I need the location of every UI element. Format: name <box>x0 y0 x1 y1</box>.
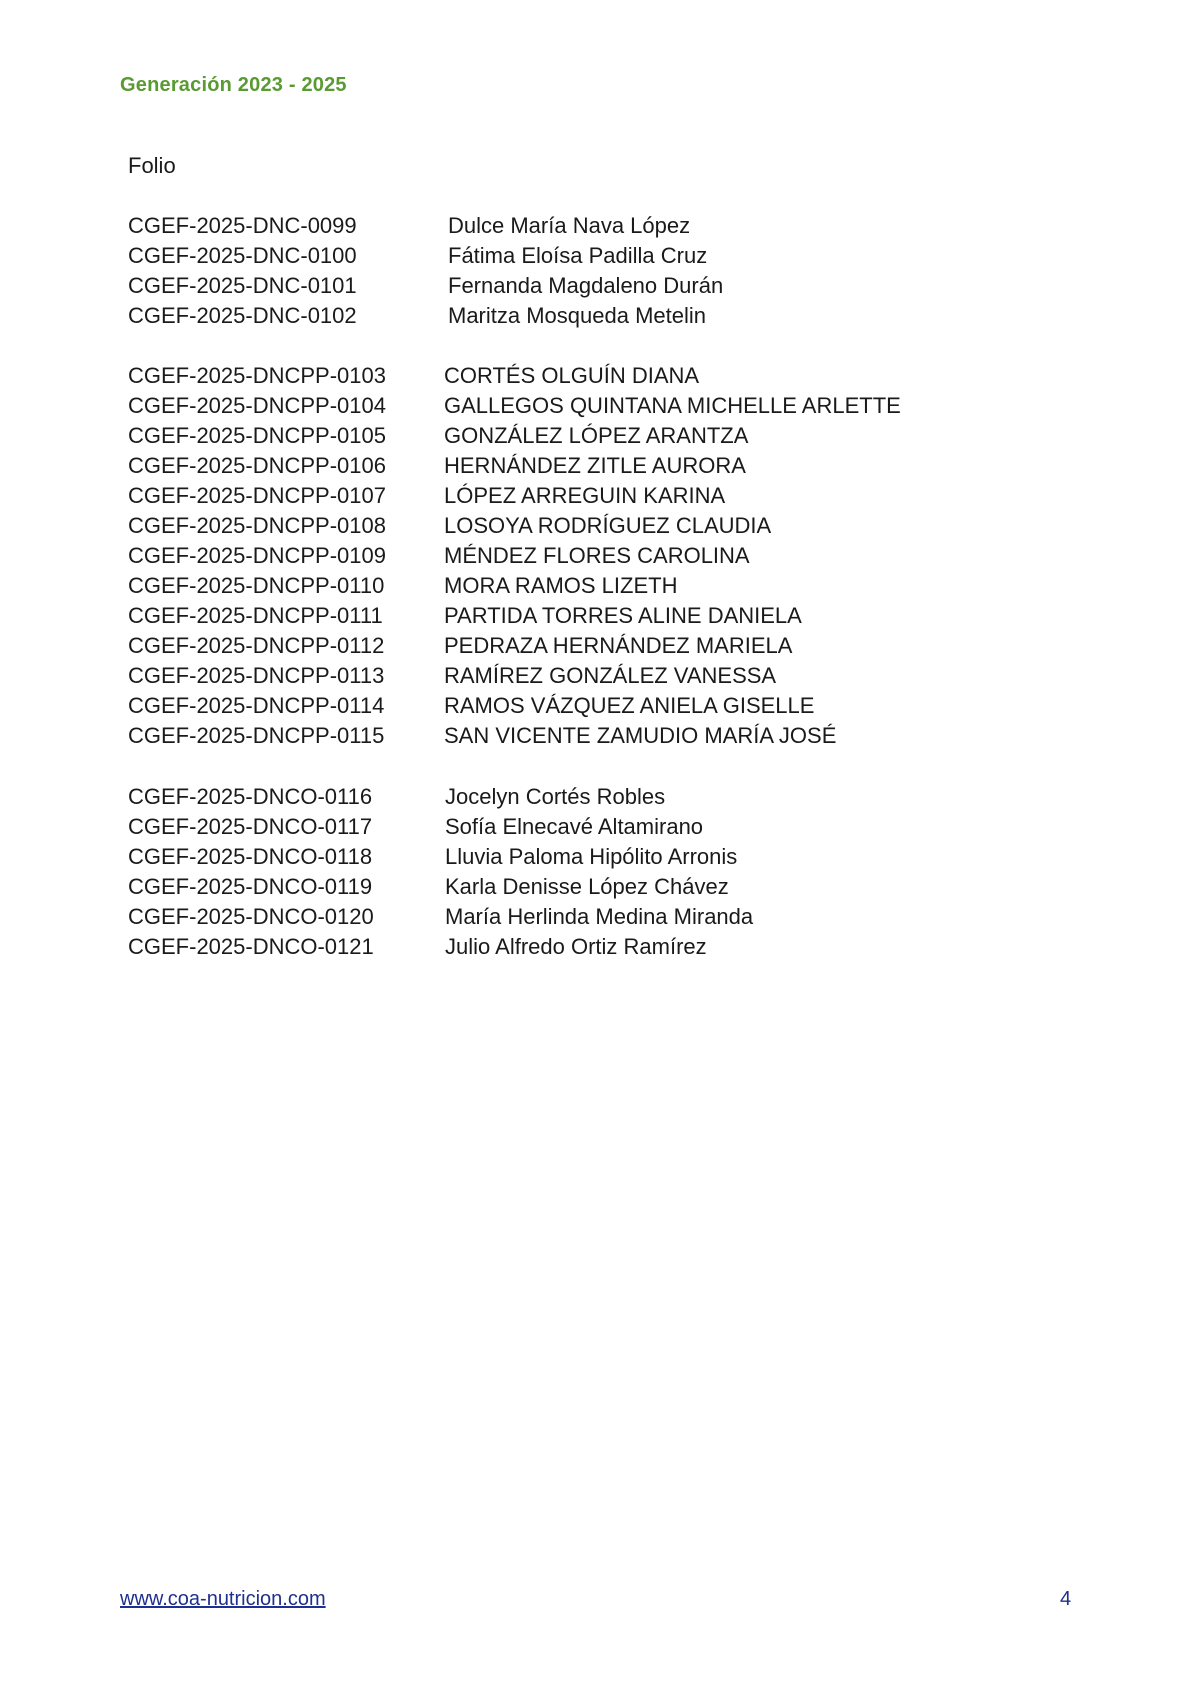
student-name: GALLEGOS QUINTANA MICHELLE ARLETTE <box>444 393 901 418</box>
student-name: MÉNDEZ FLORES CAROLINA <box>444 543 750 568</box>
folio-row <box>128 301 707 331</box>
student-name: PEDRAZA HERNÁNDEZ MARIELA <box>444 633 793 658</box>
folio-row <box>128 421 749 451</box>
student-name: Maritza Mosqueda Metelin <box>448 303 707 328</box>
folio-row <box>128 872 729 902</box>
folio-row <box>128 721 837 751</box>
folio-row <box>128 631 793 661</box>
student-name: MORA RAMOS LIZETH <box>444 573 678 598</box>
folio-code: CGEF-2025-DNCPP-0112 <box>128 633 385 658</box>
folio-code: CGEF-2025-DNCPP-0107 <box>128 483 386 508</box>
student-name: Sofía Elnecavé Altamirano <box>445 814 704 839</box>
folio-code: CGEF-2025-DNCPP-0111 <box>128 603 383 628</box>
folio-code: CGEF-2025-DNCO-0120 <box>128 904 374 929</box>
folio-code: CGEF-2025-DNCPP-0103 <box>128 363 386 388</box>
folio-code: CGEF-2025-DNC-0100 <box>128 243 357 268</box>
folio-row <box>128 812 704 842</box>
folio-code: CGEF-2025-DNCPP-0108 <box>128 513 386 538</box>
folio-row <box>128 361 700 391</box>
folio-code: CGEF-2025-DNCPP-0104 <box>128 393 386 418</box>
student-name: Jocelyn Cortés Robles <box>445 784 666 809</box>
folio-row <box>128 842 738 872</box>
student-name: CORTÉS OLGUÍN DIANA <box>444 363 700 388</box>
student-name: GONZÁLEZ LÓPEZ ARANTZA <box>444 423 749 448</box>
folio-row <box>128 932 707 962</box>
folio-row <box>128 541 750 571</box>
folio-code: CGEF-2025-DNCPP-0115 <box>128 723 385 748</box>
folio-row <box>128 902 754 932</box>
folio-code: CGEF-2025-DNCO-0117 <box>128 814 373 839</box>
folio-group-dnco <box>128 782 754 962</box>
folio-row <box>128 451 746 481</box>
footer-website-link[interactable]: www.coa-nutricion.com <box>120 1588 326 1610</box>
page-number: 4 <box>1060 1588 1072 1610</box>
student-name: Karla Denisse López Chávez <box>445 874 729 899</box>
student-name: Fátima Eloísa Padilla Cruz <box>448 243 708 268</box>
folio-code: CGEF-2025-DNCPP-0105 <box>128 423 386 448</box>
folio-group-dncpp <box>128 361 901 751</box>
folio-row <box>128 601 802 631</box>
student-name: RAMÍREZ GONZÁLEZ VANESSA <box>444 663 777 688</box>
folio-code: CGEF-2025-DNCO-0116 <box>128 784 373 809</box>
folio-code: CGEF-2025-DNCPP-0114 <box>128 693 385 718</box>
folio-code: CGEF-2025-DNC-0101 <box>128 273 357 298</box>
folio-row <box>128 271 724 301</box>
student-name: Julio Alfredo Ortiz Ramírez <box>445 934 707 959</box>
folio-code: CGEF-2025-DNC-0102 <box>128 303 357 328</box>
folio-code: CGEF-2025-DNCO-0121 <box>128 934 374 959</box>
student-name: HERNÁNDEZ ZITLE AURORA <box>444 453 746 478</box>
student-name: Fernanda Magdaleno Durán <box>448 273 724 298</box>
folio-code: CGEF-2025-DNCPP-0113 <box>128 663 385 688</box>
folio-row <box>128 511 772 541</box>
folio-group-dnc <box>128 211 724 331</box>
folio-heading: Folio <box>128 153 176 178</box>
folio-row <box>128 241 708 271</box>
folio-code: CGEF-2025-DNC-0099 <box>128 213 357 238</box>
folio-row <box>128 661 777 691</box>
folio-row <box>128 391 901 421</box>
folio-code: CGEF-2025-DNCO-0119 <box>128 874 373 899</box>
folio-code: CGEF-2025-DNCPP-0106 <box>128 453 386 478</box>
folio-row <box>128 691 815 721</box>
student-name: Lluvia Paloma Hipólito Arronis <box>445 844 738 869</box>
folio-row <box>128 571 678 601</box>
folio-code: CGEF-2025-DNCPP-0109 <box>128 543 386 568</box>
student-name: LOSOYA RODRÍGUEZ CLAUDIA <box>444 513 772 538</box>
student-name: LÓPEZ ARREGUIN KARINA <box>444 483 726 508</box>
folio-code: CGEF-2025-DNCPP-0110 <box>128 573 385 598</box>
folio-row <box>128 782 666 812</box>
folio-code: CGEF-2025-DNCO-0118 <box>128 844 373 869</box>
student-name: SAN VICENTE ZAMUDIO MARÍA JOSÉ <box>444 723 837 748</box>
student-name: PARTIDA TORRES ALINE DANIELA <box>444 603 802 628</box>
folio-row <box>128 211 691 241</box>
student-name: RAMOS VÁZQUEZ ANIELA GISELLE <box>444 693 815 718</box>
folio-row <box>128 481 726 511</box>
student-name: Dulce María Nava López <box>448 213 691 238</box>
student-name: María Herlinda Medina Miranda <box>445 904 754 929</box>
page-header-title: Generación 2023 - 2025 <box>120 74 347 96</box>
